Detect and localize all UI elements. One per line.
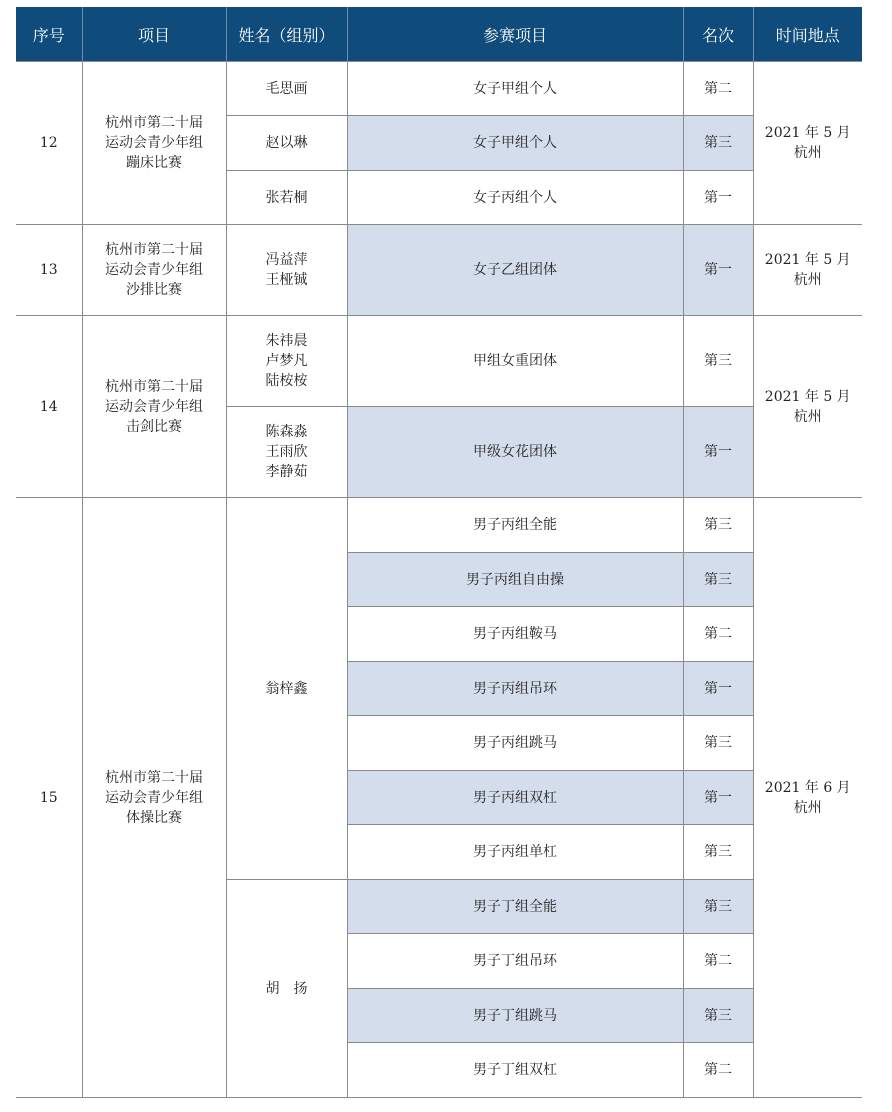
- event-name: 甲组女重团体: [347, 316, 683, 407]
- athlete-name: 朱祎晨 卢梦凡 陆桉桉: [226, 316, 347, 407]
- header-project: 项目: [82, 7, 226, 62]
- header-rank: 名次: [683, 7, 753, 62]
- rank: 第二: [683, 607, 753, 662]
- event-name: 男子丙组鞍马: [347, 607, 683, 662]
- table-row: [16, 225, 862, 316]
- rank: 第三: [683, 716, 753, 771]
- event-name: 男子丙组自由操: [347, 553, 683, 607]
- athlete-name: 赵以琳: [226, 116, 347, 171]
- event-name: 女子乙组团体: [347, 225, 683, 316]
- athlete-name: 胡 扬: [226, 880, 347, 1098]
- event-name: 甲级女花团体: [347, 407, 683, 498]
- event-name: 男子丙组跳马: [347, 716, 683, 771]
- event-name: 男子丙组吊环: [347, 662, 683, 716]
- athlete-name: 张若桐: [226, 171, 347, 225]
- rank: 第一: [683, 662, 753, 716]
- time-place: 2021 年 5 月 杭州: [753, 225, 862, 316]
- athlete-name: 翁梓鑫: [226, 498, 347, 880]
- event-name: 男子丁组跳马: [347, 989, 683, 1043]
- awards-table: [16, 7, 862, 1098]
- project-name: 杭州市第二十届 运动会青少年组 体操比赛: [82, 498, 226, 1098]
- athlete-name: 陈森淼 王雨欣 李静茹: [226, 407, 347, 498]
- project-name: 杭州市第二十届 运动会青少年组 沙排比赛: [82, 225, 226, 316]
- header-event: 参赛项目: [347, 7, 683, 62]
- rank: 第三: [683, 316, 753, 407]
- rank: 第三: [683, 880, 753, 934]
- event-name: 男子丁组全能: [347, 880, 683, 934]
- rank: 第三: [683, 553, 753, 607]
- row-no: 13: [16, 225, 82, 316]
- event-name: 男子丙组全能: [347, 498, 683, 553]
- rank: 第二: [683, 62, 753, 116]
- rank: 第一: [683, 171, 753, 225]
- rank: 第一: [683, 407, 753, 498]
- event-name: 女子丙组个人: [347, 171, 683, 225]
- athlete-name: 冯益萍 王桠铖: [226, 225, 347, 316]
- rank: 第二: [683, 934, 753, 989]
- athlete-name: 毛思画: [226, 62, 347, 116]
- header-no: 序号: [16, 7, 82, 62]
- row-no: 14: [16, 316, 82, 498]
- time-place: 2021 年 6 月 杭州: [753, 498, 862, 1098]
- event-name: 男子丁组双杠: [347, 1043, 683, 1098]
- event-name: 男子丙组双杠: [347, 771, 683, 825]
- event-name: 男子丙组单杠: [347, 825, 683, 880]
- time-place: 2021 年 5 月 杭州: [753, 62, 862, 225]
- rank: 第三: [683, 989, 753, 1043]
- rank: 第三: [683, 498, 753, 553]
- time-place: 2021 年 5 月 杭州: [753, 316, 862, 498]
- event-name: 男子丁组吊环: [347, 934, 683, 989]
- row-no: 12: [16, 62, 82, 225]
- rank: 第一: [683, 225, 753, 316]
- event-name: 女子甲组个人: [347, 116, 683, 171]
- table-row: [16, 316, 862, 407]
- rank: 第二: [683, 1043, 753, 1098]
- rank: 第三: [683, 116, 753, 171]
- table-row: [16, 498, 862, 553]
- project-name: 杭州市第二十届 运动会青少年组 击剑比赛: [82, 316, 226, 498]
- header-time-place: 时间地点: [753, 7, 862, 62]
- rank: 第一: [683, 771, 753, 825]
- row-no: 15: [16, 498, 82, 1098]
- header-name-group: 姓名（组别）: [226, 7, 347, 62]
- table-header-row: [16, 7, 862, 62]
- table-row: [16, 62, 862, 116]
- event-name: 女子甲组个人: [347, 62, 683, 116]
- rank: 第三: [683, 825, 753, 880]
- project-name: 杭州市第二十届 运动会青少年组 蹦床比赛: [82, 62, 226, 225]
